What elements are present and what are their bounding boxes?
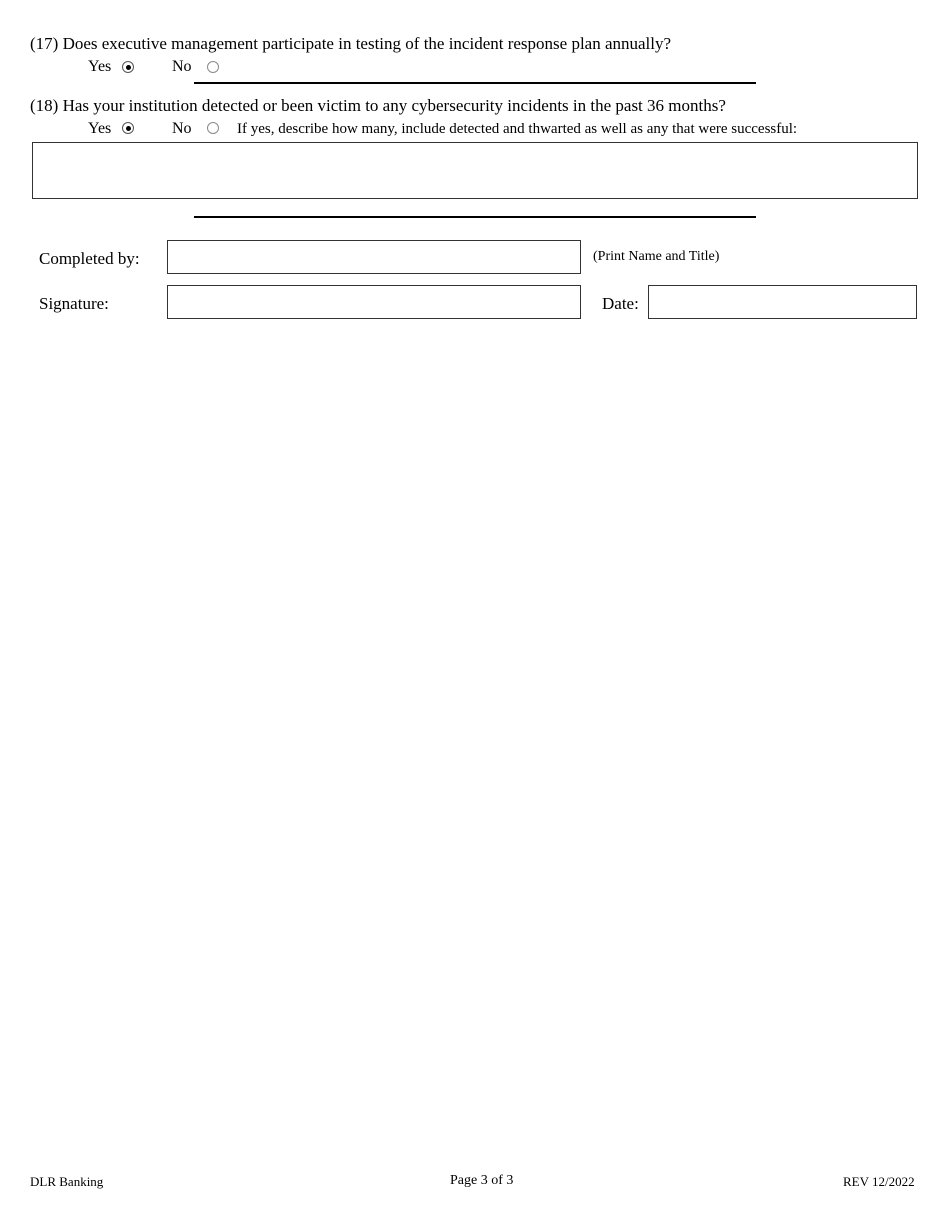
footer-left: DLR Banking xyxy=(30,1174,104,1189)
date-label: Date: xyxy=(602,294,639,313)
print-name-hint: (Print Name and Title) xyxy=(593,249,720,264)
signature-label: Signature: xyxy=(39,294,109,313)
page-number: Page 3 of 3 xyxy=(450,1173,514,1188)
section-divider xyxy=(194,82,756,84)
q17-no-radio[interactable] xyxy=(207,61,219,73)
q18-yes-label: Yes xyxy=(88,120,112,137)
incident-description-field[interactable] xyxy=(32,142,918,199)
question-18-text: (18) Has your institution detected or been victim to any cybersecurity incidents in the past 36 months? xyxy=(30,96,726,115)
footer-revision: REV 12/2022 xyxy=(843,1174,915,1189)
q17-yes-radio[interactable] xyxy=(122,61,134,73)
completed-by-label: Completed by: xyxy=(39,249,140,268)
q18-no-label: No xyxy=(172,120,192,137)
signature-field[interactable] xyxy=(167,285,581,319)
date-field[interactable] xyxy=(648,285,917,319)
q18-followup-text: If yes, describe how many, include detected and thwarted as well as any that were successful: xyxy=(237,121,798,137)
q17-yes-label: Yes xyxy=(88,58,112,75)
question-17-text: (17) Does executive management participate in testing of the incident response plan annually? xyxy=(30,34,672,53)
completed-by-field[interactable] xyxy=(167,240,581,274)
q18-yes-radio[interactable] xyxy=(122,122,134,134)
section-divider xyxy=(194,216,756,218)
q18-no-radio[interactable] xyxy=(207,122,219,134)
q17-no-label: No xyxy=(172,58,192,75)
